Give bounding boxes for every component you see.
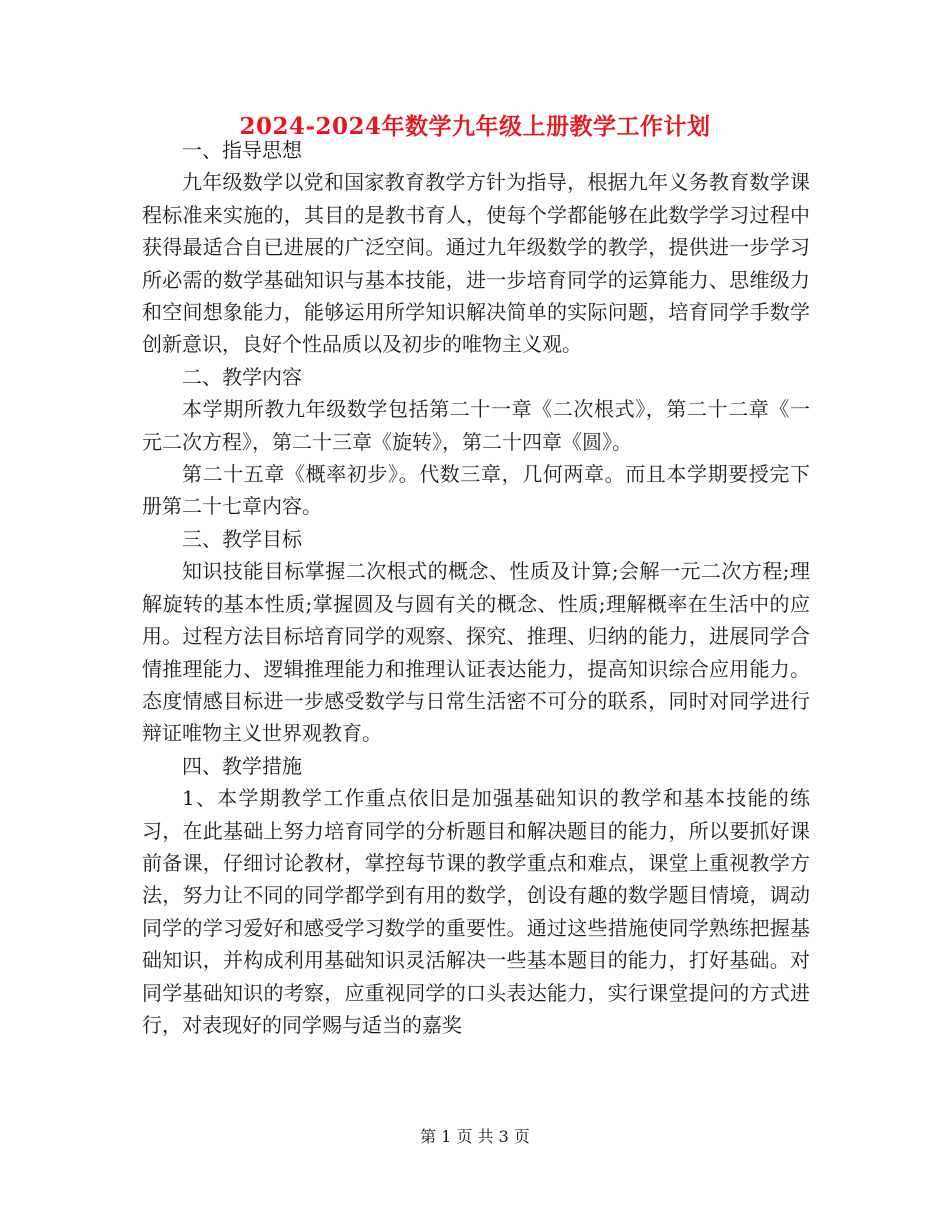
paragraph-teaching-content: 本学期所教九年级数学包括第二十一章《二次根式》，第二十二章《一元二次方程》，第二十三章《旋转》，第二十四章《圆》。 — [142, 397, 810, 454]
page-footer: 第 1 页 共 3 页 — [420, 1127, 530, 1146]
section-heading-teaching-content: 二、教学内容 — [182, 364, 302, 389]
paragraph-guiding-thought: 九年级数学以党和国家教育教学方针为指导，根据九年义务教育数学课程标准来实施的，其目的是教书育人，使每个学都能够在此数学学习过程中获得最适合自已进展的广泛空间。通过九年级数学的教学，提供进一步学习所必需的数学基础知识与基本技能，进一步培育同学的运算能力、思维级力和空间想象能力，能够运用所学知识解决简单的实际问题，培育同学手数学创新意识，良好个性品质以及初步的唯物主义观。 — [142, 170, 810, 357]
section-heading-teaching-measures: 四、教学措施 — [182, 753, 302, 778]
section-heading-guiding-thought: 一、指导思想 — [182, 138, 302, 162]
paragraph-teaching-goals: 知识技能目标掌握二次根式的概念、性质及计算;会解一元二次方程;理解旋转的基本性质;掌握圆及与圆有关的概念、性质;理解概率在生活中的应用。过程方法目标培育同学的观察、探究、推理、归纳的能力，进展同学合情推理能力、逻辑推理能力和推理认证表达能力，提高知识综合应用能力。态度情感目标进一步感受数学与日常生活密不可分的联系，同时对同学进行辩证唯物主义世界观教育。 — [142, 559, 810, 746]
section-heading-teaching-goals: 三、教学目标 — [182, 526, 302, 551]
document-body — [142, 134, 810, 1041]
paragraph-teaching-content-2: 第二十五章《概率初步》。代数三章，几何两章。而且本学期要授完下册第二十七章内容。 — [142, 462, 810, 519]
document-title: 2024-2024年数学九年级上册教学工作计划 — [239, 113, 711, 140]
paragraph-teaching-measures-1: 1、本学期教学工作重点依旧是加强基础知识的教学和基本技能的练习，在此基础上努力培育同学的分析题目和解决题目的能力，所以要抓好课前备课，仔细讨论教材，掌控每节课的教学重点和难点，课堂上重视教学方法，努力让不同的同学都学到有用的数学，创设有趣的数学题目情境，调动同学的学习爱好和感受学习数学的重要性。通过这些措施使同学熟练把握基础知识，并构成利用基础知识灵活解决一些基本题目的能力，打好基础。对同学基础知识的考察，应重视同学的口头表达能力，实行课堂提问的方式进行，对表现好的同学赐与适当的嘉奖 — [142, 786, 810, 1037]
